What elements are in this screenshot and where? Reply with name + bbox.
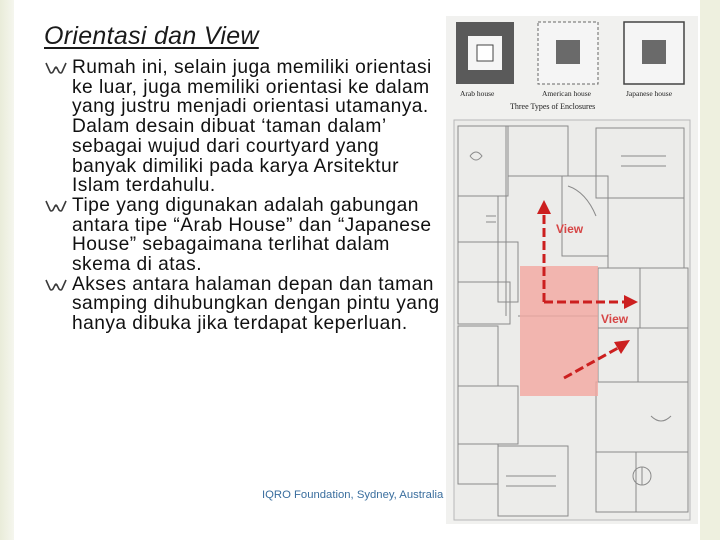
reading-glasses-icon — [44, 60, 68, 76]
bullet-text: Akses antara halaman depan dan taman samping dihubungkan dengan pintu yang hanya dibuka jika terdapat keperluan. — [72, 273, 440, 335]
bullet-item — [44, 275, 444, 334]
footer-credit: IQRO Foundation, Sydney, Australia — [262, 489, 444, 501]
enclosure-diagrams — [456, 22, 684, 111]
floor-plan-drawing — [446, 16, 698, 524]
view-label-up: View — [556, 222, 584, 236]
bullet-text: Tipe yang digunakan adalah gabungan antara tipe “Arab House” dan “Japanese House” sebagaimana terlihat dalam skema di atas. — [72, 194, 432, 276]
right-decorative-strip — [700, 0, 720, 540]
american-house-diagram — [538, 22, 598, 84]
left-decorative-strip — [0, 0, 14, 540]
slide-title: Orientasi dan View — [44, 22, 259, 50]
enclosure-caption: Three Types of Enclosures — [510, 102, 596, 111]
reading-glasses-icon — [44, 198, 68, 214]
bullet-item — [44, 196, 444, 275]
arab-house-diagram — [456, 22, 514, 84]
japanese-house-diagram — [624, 22, 684, 84]
bullet-list — [44, 58, 444, 334]
enclosure-label-american: American house — [542, 89, 591, 98]
bullet-text: Rumah ini, selain juga memiliki orientasi ke luar, juga memiliki orientasi ke dalam yang justru menjadi orientasi utamanya. Dalam desain dibuat ‘taman dalam’ sebagai wujud dari courtyard yang banyak dimiliki pada karya Arsitektur Islam terdahulu. — [72, 57, 432, 197]
reading-glasses-icon — [44, 277, 68, 293]
view-label-right: View — [601, 312, 629, 326]
bullet-item — [44, 58, 444, 196]
enclosure-label-arab: Arab house — [460, 89, 495, 98]
courtyard-highlight — [520, 266, 598, 396]
enclosure-label-japanese: Japanese house — [626, 89, 673, 98]
floor-plan-figure — [446, 16, 698, 524]
